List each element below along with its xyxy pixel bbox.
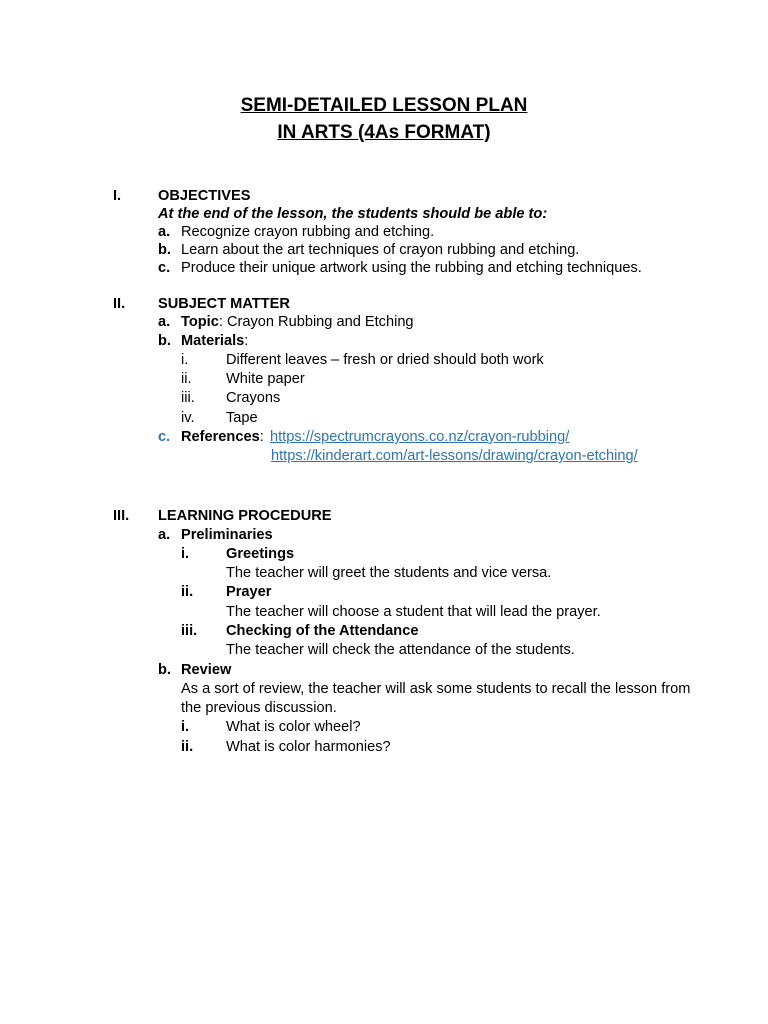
preliminaries-heading: Preliminaries [181,527,273,543]
list-label: b. [158,333,171,349]
section-numeral-subject-matter: II. [113,296,126,312]
list-label: b. [158,662,171,678]
list-label: c. [158,260,171,276]
topic-key: Topic [181,314,219,330]
reference-link-spectrum[interactable]: https://spectrumcrayons.co.nz/crayon-rubbing/ [270,429,570,445]
list-text: Produce their unique artwork using the rubbing and etching techniques. [181,260,642,276]
materials-key: Materials [181,333,245,349]
list-label: iii. [181,390,195,406]
references-suffix: : [259,429,264,445]
list-label: i. [181,719,190,735]
objectives-intro: At the end of the lesson, the students should be able to: [158,206,548,222]
list-label: b. [158,242,171,258]
materials-suffix: : [244,333,249,349]
list-label: a. [158,314,171,330]
document-title-line-2: IN ARTS (4As FORMAT) [277,122,491,143]
list-text: White paper [226,371,305,387]
prayer-heading: Prayer [226,584,272,600]
review-heading: Review [181,662,232,678]
list-text: Tape [226,410,258,426]
greetings-text: The teacher will greet the students and vice versa. [226,565,552,581]
section-numeral-objectives: I. [113,188,122,204]
greetings-heading: Greetings [226,546,295,562]
list-label: a. [158,527,171,543]
attendance-heading: Checking of the Attendance [226,623,419,639]
reference-link-kinderart[interactable]: https://kinderart.com/art-lessons/drawing/crayon-etching/ [271,448,638,464]
list-label: iv. [181,410,195,426]
list-text: Learn about the art techniques of crayon rubbing and etching. [181,242,580,258]
references-key: References [181,429,260,445]
section-numeral-learning-procedure: III. [113,508,130,524]
list-label: i. [181,352,189,368]
list-label: ii. [181,371,192,387]
prayer-text: The teacher will choose a student that will lead the prayer. [226,604,601,620]
list-label: iii. [181,623,198,639]
list-text: What is color wheel? [226,719,361,735]
list-label: a. [158,224,171,240]
list-label: i. [181,546,190,562]
section-heading-learning-procedure: LEARNING PROCEDURE [158,508,332,524]
list-label: ii. [181,584,194,600]
section-heading-subject-matter: SUBJECT MATTER [158,296,290,312]
list-label: ii. [181,739,194,755]
review-text: As a sort of review, the teacher will ask some students to recall the lesson from the previous discussion. [181,681,691,716]
list-text: Different leaves – fresh or dried should both work [226,352,544,368]
document-title-line-1: SEMI-DETAILED LESSON PLAN [240,95,528,116]
attendance-text: The teacher will check the attendance of the students. [226,642,575,658]
list-text: What is color harmonies? [226,739,391,755]
list-label: c. [158,429,171,445]
topic-value: : Crayon Rubbing and Etching [218,314,414,330]
list-text: Crayons [226,390,281,406]
section-heading-objectives: OBJECTIVES [158,188,251,204]
list-text: Recognize crayon rubbing and etching. [181,224,435,240]
